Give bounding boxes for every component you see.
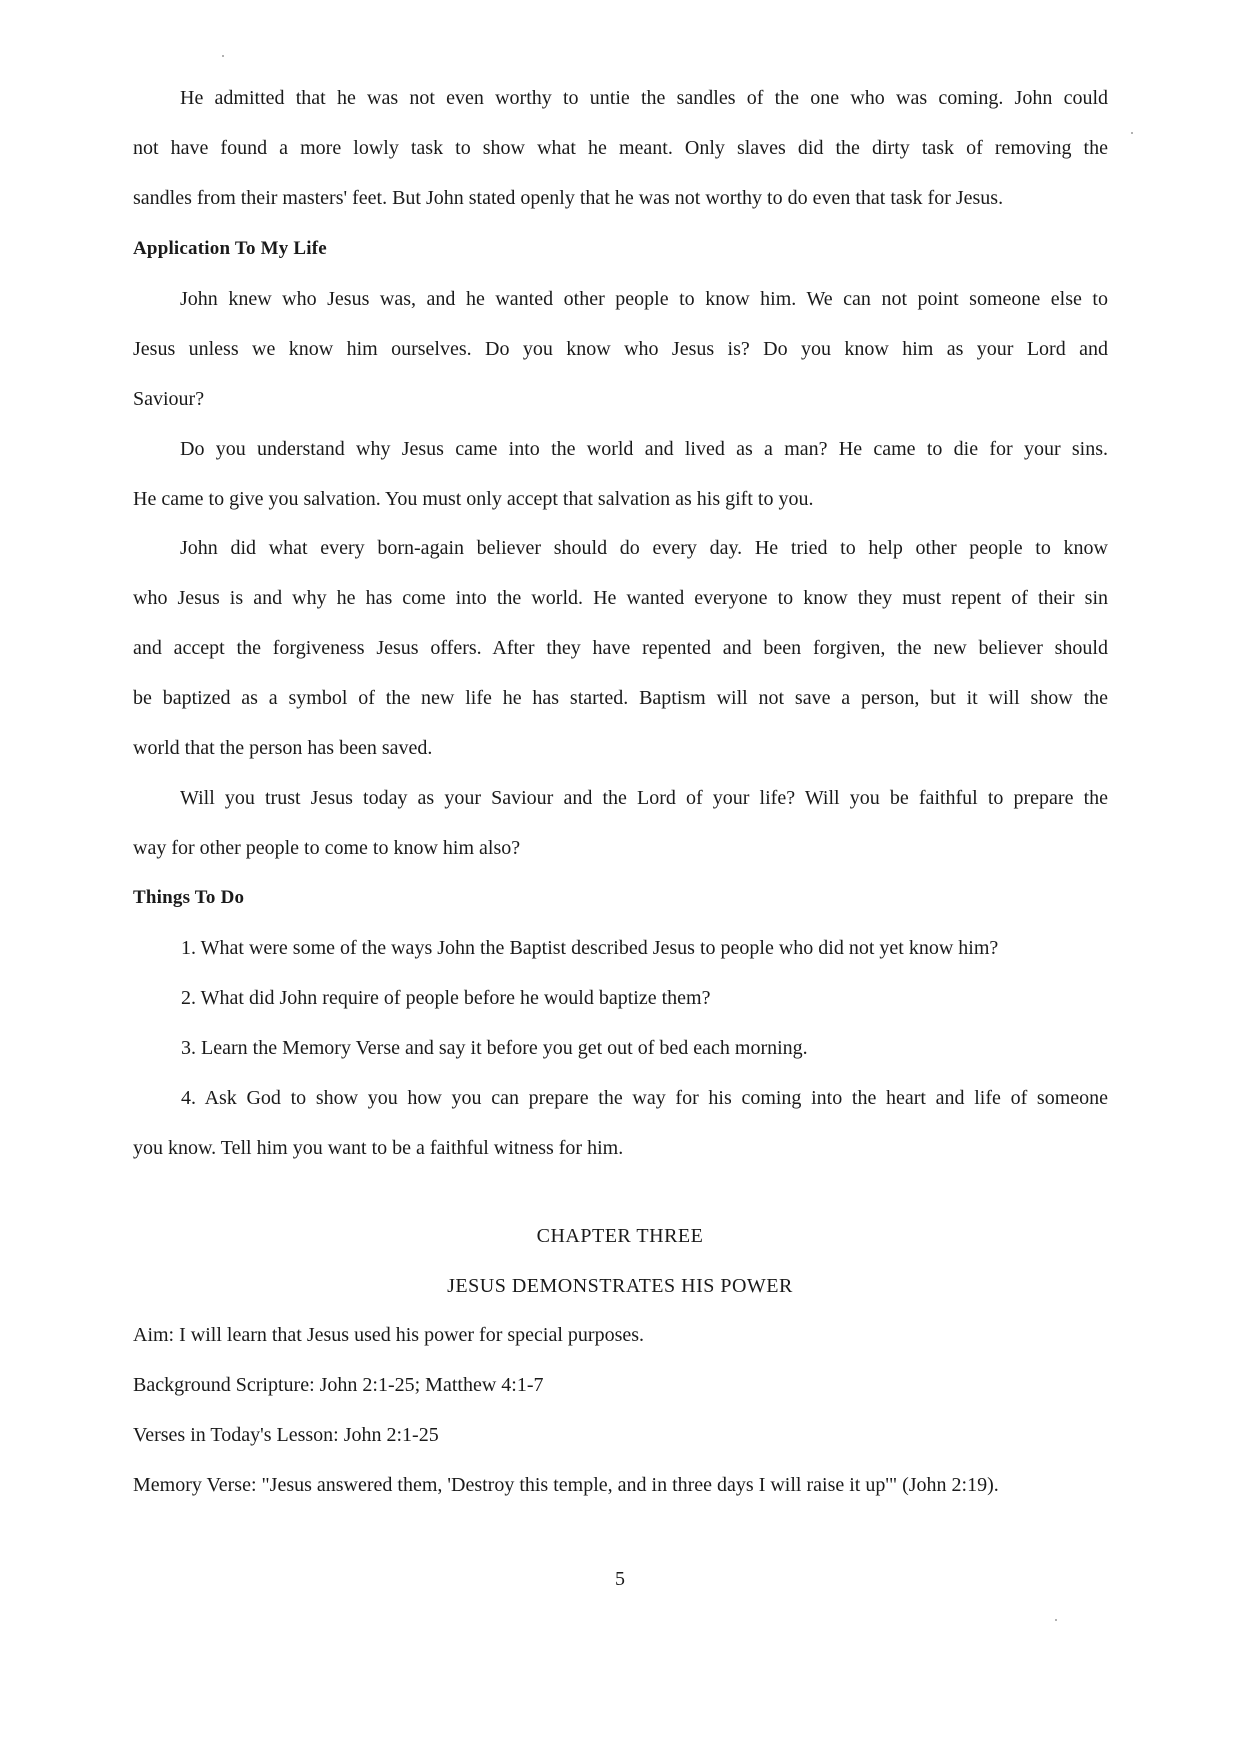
body-text-line: world that the person has been saved.: [133, 737, 433, 759]
body-text-line: who Jesus is and why he has come into the world. He wanted everyone to know they must repent of their sin: [133, 587, 1108, 609]
chapter-label: CHAPTER THREE: [536, 1225, 704, 1247]
scan-speck: [222, 55, 224, 57]
chapter-title: JESUS DEMONSTRATES HIS POWER: [447, 1275, 793, 1297]
list-item: 3. Learn the Memory Verse and say it before you get out of bed each morning.: [181, 1037, 808, 1059]
section-heading-things-to-do: Things To Do: [133, 887, 245, 908]
body-text-line: not have found a more lowly task to show what he meant. Only slaves did the dirty task of removing the: [133, 137, 1108, 159]
section-heading-application: Application To My Life: [133, 238, 327, 259]
body-text-line: Will you trust Jesus today as your Saviour and the Lord of your life? Will you be faithful to prepare the: [180, 787, 1108, 809]
body-text-line: way for other people to come to know him also?: [133, 837, 521, 859]
page-number: 5: [615, 1568, 625, 1590]
scan-speck: [1131, 132, 1133, 134]
body-text-line: John did what every born-again believer should do every day. He tried to help other people to know: [180, 537, 1108, 559]
background-scripture: Background Scripture: John 2:1-25; Matthew 4:1-7: [133, 1374, 544, 1396]
body-text-line: Jesus unless we know him ourselves. Do you know who Jesus is? Do you know him as your Lord and: [133, 338, 1108, 360]
body-text-line: sandles from their masters' feet. But John stated openly that he was not worthy to do even that task for Jesus.: [133, 187, 1004, 209]
memory-verse: Memory Verse: "Jesus answered them, 'Destroy this temple, and in three days I will raise it up'" (John 2:19).: [133, 1474, 999, 1496]
lesson-aim: Aim: I will learn that Jesus used his power for special purposes.: [133, 1324, 645, 1346]
list-item: 1. What were some of the ways John the Baptist described Jesus to people who did not yet know him?: [181, 937, 999, 959]
list-item: 4. Ask God to show you how you can prepare the way for his coming into the heart and life of someone: [181, 1087, 1108, 1109]
list-item: 2. What did John require of people before he would baptize them?: [181, 987, 711, 1009]
body-text-line: He came to give you salvation. You must only accept that salvation as his gift to you.: [133, 488, 814, 510]
scan-speck: [1055, 1619, 1057, 1621]
body-text-line: be baptized as a symbol of the new life he has started. Baptism will not save a person, but it will show the: [133, 687, 1108, 709]
body-text-line: Saviour?: [133, 388, 205, 410]
list-item-continuation: you know. Tell him you want to be a faithful witness for him.: [133, 1137, 624, 1159]
body-text-line: Do you understand why Jesus came into the world and lived as a man? He came to die for your sins.: [180, 438, 1108, 460]
body-text-line: John knew who Jesus was, and he wanted other people to know him. We can not point someone else to: [180, 288, 1108, 310]
lesson-verses: Verses in Today's Lesson: John 2:1-25: [133, 1424, 439, 1446]
body-text-line: and accept the forgiveness Jesus offers. After they have repented and been forgiven, the new believer should: [133, 637, 1108, 659]
body-text-line: He admitted that he was not even worthy to untie the sandles of the one who was coming. John could: [180, 87, 1108, 109]
